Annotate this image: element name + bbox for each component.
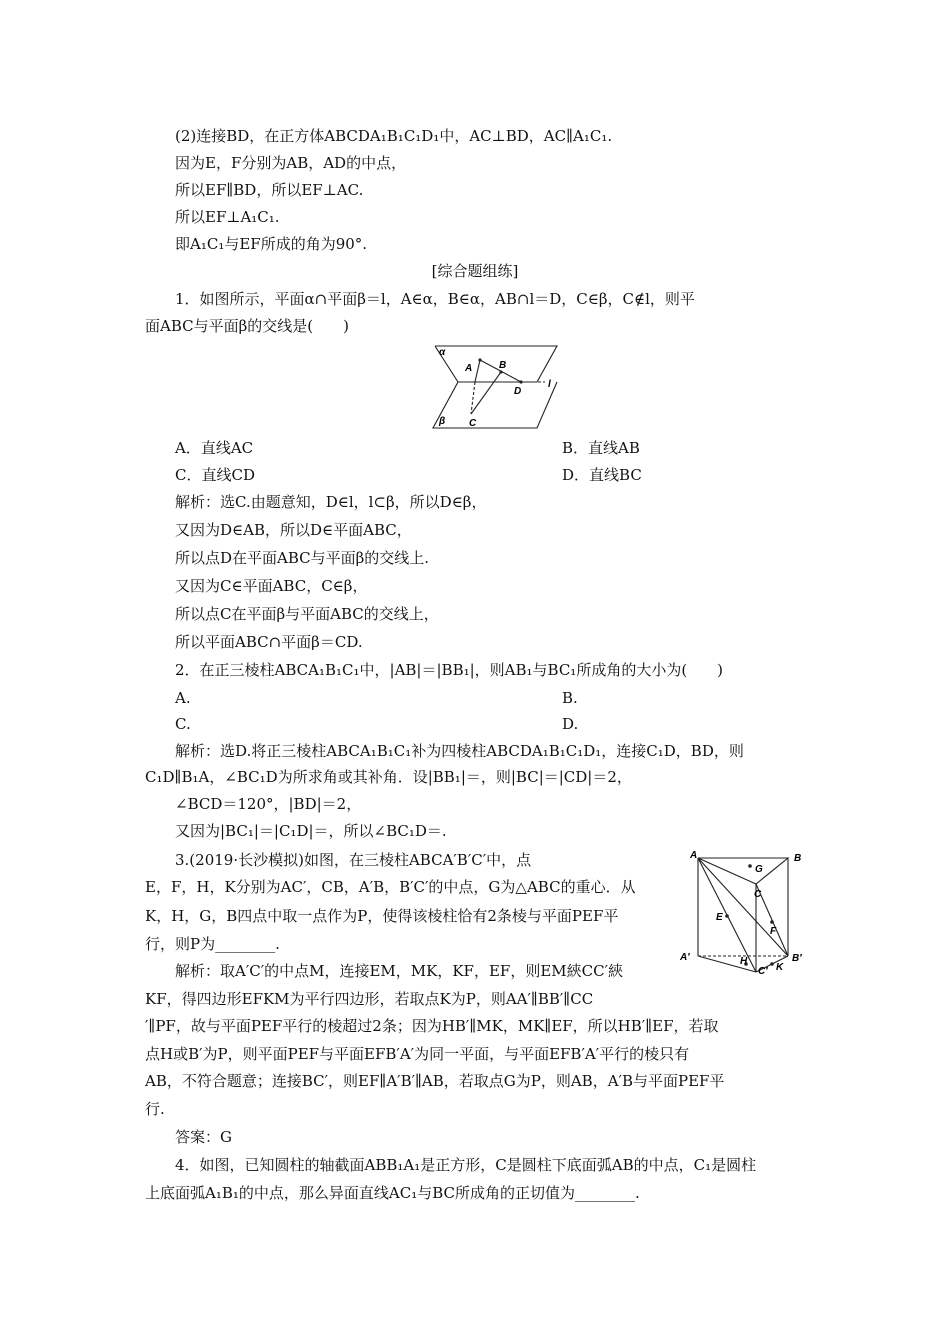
option-b: B．直线AB [562,439,640,457]
label-b-prime: B′ [792,953,802,964]
option-a: A. [175,689,191,707]
option-c: C．直线CD [175,466,255,484]
question-4-line: 4．如图，已知圆柱的轴截面ABB₁A₁是正方形，C是圆柱下底面弧AB的中点，C₁是圆柱 [175,1156,757,1174]
label-alpha: α [439,347,446,358]
solution-line: 又因为D∈AB，所以D∈平面ABC， [175,521,412,539]
text-line: 因为E，F分别为AB，AD的中点， [175,154,407,172]
label-h: H [740,956,748,967]
label-a-prime: A′ [680,952,690,963]
figure-prism [678,846,812,978]
solution-line: 所以点D在平面ABC与平面β的交线上. [175,549,430,567]
text-line: 所以EF⊥A₁C₁. [175,208,280,226]
solution-line: 又因为|BC₁|＝|C₁D|＝，所以∠BC₁D＝. [175,822,447,840]
label-beta: β [439,416,446,427]
solution-line: 所以点C在平面β与平面ABC的交线上， [175,605,439,623]
figure-planes-intersection [425,342,565,438]
question-4-line: 上底面弧A₁B₁的中点，那么异面直线AC₁与BC所成角的正切值为________. [145,1184,640,1202]
text-line: (2)连接BD，在正方体ABCDA₁B₁C₁D₁中，AC⊥BD，AC∥A₁C₁. [175,127,613,145]
question-3-line: 行，则P为________. [145,935,280,953]
label-f: F [770,926,777,937]
question-3-line: E，F，H，K分别为AC′，CB，A′B，B′C′的中点，G为△ABC的重心．从 [145,878,636,896]
question-2: 2．在正三棱柱ABCA₁B₁C₁中，|AB|＝|BB₁|，则AB₁与BC₁所成角的大小为( ) [175,661,724,679]
solution-line: 行. [145,1100,165,1118]
solution-line: KF，得四边形EFKM为平行四边形，若取点K为P，则AA′∥BB′∥CC [145,990,594,1008]
solution-line: 解析：选D.将正三棱柱ABCA₁B₁C₁补为四棱柱ABCDA₁B₁C₁D₁，连接C₁D，BD，则 [175,742,744,760]
option-d: D．直线BC [562,466,642,484]
question-1-line-2: 面ABC与平面β的交线是( ) [145,317,349,335]
section-title: [综合题组练] [431,262,519,280]
solution-line: 点H或B′为P，则平面PEF与平面EFB′A′为同一平面，与平面EFB′A′平行的棱只有 [145,1045,690,1063]
solution-line: 所以平面ABC∩平面β＝CD. [175,633,363,651]
label-c: C [469,418,477,429]
label-c: C [754,889,762,900]
question-3-line: K，H，G，B四点中取一点作为P，使得该棱柱恰有2条棱与平面PEF平 [145,907,619,925]
solution-line: ′∥PF，故与平面PEF平行的棱超过2条；因为HB′∥MK，MK∥EF，所以HB′∥EF，若取 [145,1017,719,1035]
question-1-line-1: 1．如图所示，平面α∩平面β＝l，A∈α，B∈α，AB∩l＝D，C∈β，C∉l，则平 [175,290,695,308]
label-c-prime: C′ [758,966,768,974]
label-a: A [465,363,473,374]
solution-line: 又因为C∈平面ABC，C∈β， [175,577,368,595]
question-3-line: 3.(2019·长沙模拟)如图，在三棱柱ABCA′B′C′中，点 [175,851,532,869]
label-k: K [776,962,784,973]
solution-line: C₁D∥B₁A，∠BC₁D为所求角或其补角．设|BB₁|＝，则|BC|＝|CD|＝2， [145,768,632,786]
text-line: 即A₁C₁与EF所成的角为90°. [175,235,368,253]
text-line: 所以EF∥BD，所以EF⊥AC. [175,181,364,199]
label-g: G [755,864,763,875]
solution-line: AB，不符合题意；连接BC′，则EF∥A′B′∥AB，若取点G为P，则AB，A′B与平面PEF平 [145,1072,725,1090]
answer: 答案：G [175,1128,232,1146]
option-d: D. [562,715,579,733]
option-b: B. [562,689,578,707]
option-a: A．直线AC [175,439,254,457]
label-e: E [716,912,723,923]
option-c: C. [175,715,191,733]
label-b: B [499,360,507,371]
solution-line: 解析：取A′C′的中点M，连接EM，MK，KF，EF，则EM綊CC′綊 [175,962,623,980]
label-l: l [548,379,551,390]
label-a: A [690,850,698,861]
solution-line: ∠BCD＝120°，|BD|＝2， [175,795,362,813]
label-b: B [794,853,802,864]
label-d: D [514,386,522,397]
solution-line: 解析：选C.由题意知，D∈l，l⊂β，所以D∈β， [175,493,487,511]
